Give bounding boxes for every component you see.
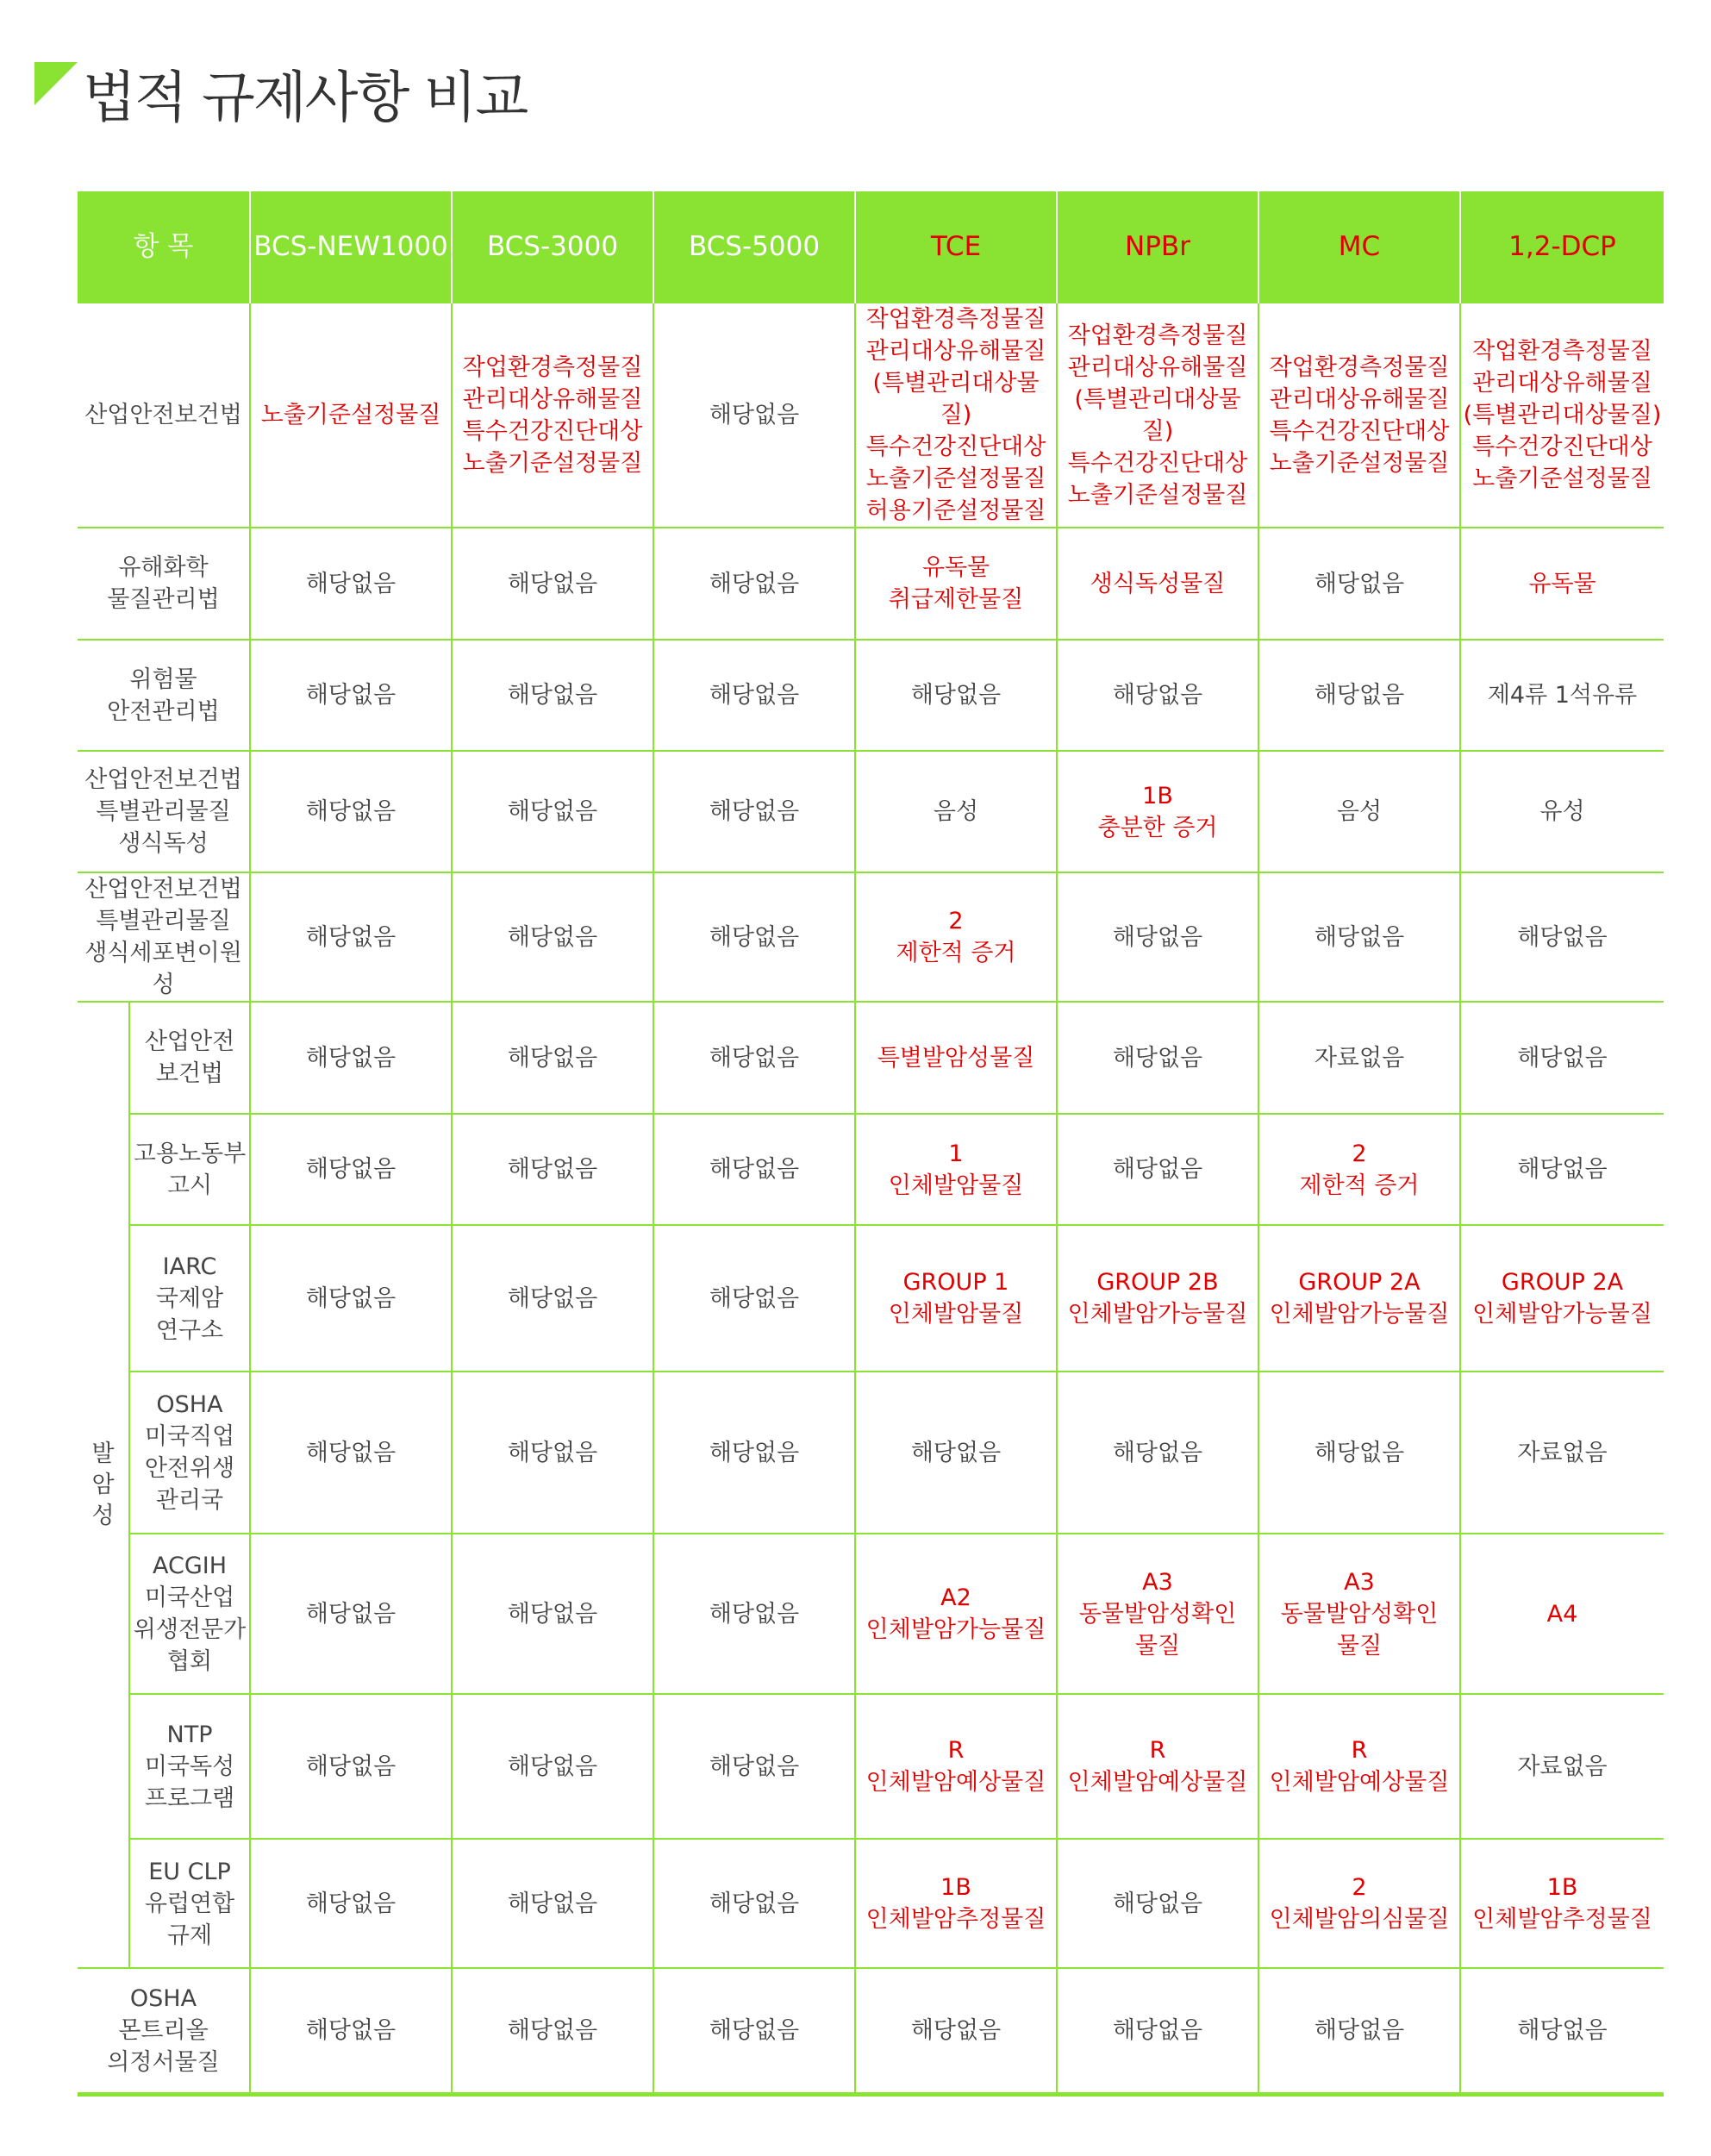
table-cell: A4: [1460, 1534, 1664, 1694]
header-bcs-5000: BCS-5000: [653, 191, 855, 303]
table-cell: 음성: [1258, 751, 1460, 872]
table-cell: GROUP 2B 인체발암가능물질: [1057, 1225, 1258, 1372]
table-row: [78, 1694, 1664, 1839]
table-cell: 해당없음: [1258, 872, 1460, 1002]
table-cell: 1B 충분한 증거: [1057, 751, 1258, 872]
row-label: 산업안전 보건법: [129, 1002, 250, 1114]
table-cell: 해당없음: [653, 872, 855, 1002]
table-cell: 해당없음: [653, 1968, 855, 2094]
table-cell: 해당없음: [250, 640, 452, 751]
table-row: [78, 1002, 1664, 1114]
table-cell: R 인체발암예상물질: [1258, 1694, 1460, 1839]
table-cell: 해당없음: [250, 1534, 452, 1694]
table-cell: 해당없음: [653, 303, 855, 528]
table-cell: 해당없음: [1057, 872, 1258, 1002]
table-cell: 해당없음: [1057, 640, 1258, 751]
table-cell: 2 인체발암의심물질: [1258, 1839, 1460, 1968]
table-row: [78, 1372, 1664, 1534]
header-bcs-3000: BCS-3000: [452, 191, 653, 303]
table-cell: 해당없음: [452, 1372, 653, 1534]
table-cell: 2 제한적 증거: [1258, 1114, 1460, 1225]
table-cell: 해당없음: [653, 528, 855, 640]
table-cell: A2 인체발암가능물질: [855, 1534, 1057, 1694]
table-cell: 해당없음: [452, 1002, 653, 1114]
table-cell: 해당없음: [855, 1372, 1057, 1534]
table-cell: 생식독성물질: [1057, 528, 1258, 640]
header-tce: TCE: [855, 191, 1057, 303]
table-cell: 해당없음: [1258, 1968, 1460, 2094]
table-cell: 해당없음: [452, 872, 653, 1002]
title-accent-triangle: [34, 62, 78, 105]
table-cell: 해당없음: [653, 1694, 855, 1839]
row-label: ACGIH 미국산업 위생전문가 협회: [129, 1534, 250, 1694]
table-cell: A3 동물발암성확인 물질: [1258, 1534, 1460, 1694]
table-cell: 해당없음: [855, 1968, 1057, 2094]
table-cell: 해당없음: [452, 1225, 653, 1372]
table-cell: 해당없음: [452, 1839, 653, 1968]
table-cell: 해당없음: [653, 751, 855, 872]
table-cell: 해당없음: [250, 751, 452, 872]
header-mc: MC: [1258, 191, 1460, 303]
table-cell: 2 제한적 증거: [855, 872, 1057, 1002]
table-cell: 해당없음: [1057, 1839, 1258, 1968]
carcinogenicity-group-label: 발 암 성: [78, 1002, 129, 1968]
table-cell: 해당없음: [653, 1002, 855, 1114]
table-cell: 자료없음: [1460, 1372, 1664, 1534]
header-item: 항 목: [78, 191, 250, 303]
table-cell: 해당없음: [1258, 1372, 1460, 1534]
table-cell: R 인체발암예상물질: [1057, 1694, 1258, 1839]
table-row: [78, 751, 1664, 872]
table-cell: 해당없음: [1057, 1002, 1258, 1114]
table-cell: 해당없음: [1258, 640, 1460, 751]
table-cell: 해당없음: [250, 1225, 452, 1372]
table-cell: 해당없음: [1057, 1968, 1258, 2094]
table-cell: 해당없음: [653, 1114, 855, 1225]
table-cell: GROUP 1 인체발암물질: [855, 1225, 1057, 1372]
table-cell: 해당없음: [250, 1114, 452, 1225]
header-row: [78, 191, 1664, 303]
table-row: [78, 1534, 1664, 1694]
table-row: [78, 1968, 1664, 2094]
header-12dcp: 1,2-DCP: [1460, 191, 1664, 303]
table-row: [78, 872, 1664, 1002]
table-cell: 자료없음: [1460, 1694, 1664, 1839]
table-cell: R 인체발암예상물질: [855, 1694, 1057, 1839]
table-cell: 작업환경측정물질 관리대상유해물질 (특별관리대상물질) 특수건강진단대상 노출기준설정물질 허용기준설정물질: [855, 303, 1057, 528]
table-cell: 해당없음: [653, 1225, 855, 1372]
table-cell: 해당없음: [1460, 1114, 1664, 1225]
table-cell: 해당없음: [250, 872, 452, 1002]
table-cell: 해당없음: [653, 640, 855, 751]
row-label: OSHA 미국직업 안전위생 관리국: [129, 1372, 250, 1534]
table-cell: 유성: [1460, 751, 1664, 872]
table-cell: 유독물: [1460, 528, 1664, 640]
row-label: 산업안전보건법 특별관리물질 생식세포변이원성: [78, 872, 250, 1002]
table-cell: 해당없음: [250, 1372, 452, 1534]
table-cell: 작업환경측정물질 관리대상유해물질 (특별관리대상물질) 특수건강진단대상 노출기준설정물질: [1057, 303, 1258, 528]
table-cell: 해당없음: [452, 1968, 653, 2094]
table-cell: 유독물 취급제한물질: [855, 528, 1057, 640]
table-cell: 해당없음: [1057, 1114, 1258, 1225]
row-label: IARC 국제암 연구소: [129, 1225, 250, 1372]
table-row: [78, 303, 1664, 528]
table-cell: GROUP 2A 인체발암가능물질: [1258, 1225, 1460, 1372]
header-bcs-new1000: BCS-NEW1000: [250, 191, 452, 303]
table-cell: 1B 인체발암추정물질: [1460, 1839, 1664, 1968]
table-cell: 1B 인체발암추정물질: [855, 1839, 1057, 1968]
table-cell: 노출기준설정물질: [250, 303, 452, 528]
table-cell: 해당없음: [653, 1839, 855, 1968]
table-cell: 해당없음: [452, 1694, 653, 1839]
row-label: 산업안전보건법 특별관리물질 생식독성: [78, 751, 250, 872]
table-cell: 해당없음: [452, 640, 653, 751]
table-row: [78, 528, 1664, 640]
page-title: 법적 규제사항 비교: [83, 66, 528, 130]
table-cell: 해당없음: [855, 640, 1057, 751]
table-cell: 작업환경측정물질 관리대상유해물질 특수건강진단대상 노출기준설정물질: [1258, 303, 1460, 528]
row-label: 위험물 안전관리법: [78, 640, 250, 751]
table-cell: 작업환경측정물질 관리대상유해물질 (특별관리대상물질) 특수건강진단대상 노출기준설정물질: [1460, 303, 1664, 528]
table-cell: 해당없음: [250, 528, 452, 640]
table-cell: 해당없음: [653, 1372, 855, 1534]
row-label: 고용노동부 고시: [129, 1114, 250, 1225]
table-cell: A3 동물발암성확인 물질: [1057, 1534, 1258, 1694]
table-cell: 해당없음: [452, 1534, 653, 1694]
row-label: 유해화학 물질관리법: [78, 528, 250, 640]
table-cell: 해당없음: [250, 1694, 452, 1839]
table-row: [78, 640, 1664, 751]
regulation-comparison-table: [78, 191, 1664, 2097]
table-cell: 해당없음: [452, 751, 653, 872]
table-row: [78, 1839, 1664, 1968]
table-cell: 특별발암성물질: [855, 1002, 1057, 1114]
row-label: 산업안전보건법: [78, 303, 250, 528]
table-cell: 1 인체발암물질: [855, 1114, 1057, 1225]
table-row: [78, 1114, 1664, 1225]
table-cell: 해당없음: [1258, 528, 1460, 640]
table-cell: GROUP 2A 인체발암가능물질: [1460, 1225, 1664, 1372]
table-cell: 해당없음: [1460, 872, 1664, 1002]
table-cell: 자료없음: [1258, 1002, 1460, 1114]
table-cell: 음성: [855, 751, 1057, 872]
table-cell: 제4류 1석유류: [1460, 640, 1664, 751]
header-npbr: NPBr: [1057, 191, 1258, 303]
table-cell: 해당없음: [250, 1002, 452, 1114]
table-row: [78, 1225, 1664, 1372]
table-cell: 해당없음: [452, 1114, 653, 1225]
table-cell: 해당없음: [1460, 1968, 1664, 2094]
table-cell: 해당없음: [452, 528, 653, 640]
row-label: NTP 미국독성 프로그램: [129, 1694, 250, 1839]
table-cell: 해당없음: [250, 1839, 452, 1968]
table-cell: 해당없음: [1057, 1372, 1258, 1534]
row-label: OSHA 몬트리올 의정서물질: [78, 1968, 250, 2094]
table-cell: 해당없음: [1460, 1002, 1664, 1114]
table-cell: 작업환경측정물질 관리대상유해물질 특수건강진단대상 노출기준설정물질: [452, 303, 653, 528]
table-cell: 해당없음: [653, 1534, 855, 1694]
table-cell: 해당없음: [250, 1968, 452, 2094]
row-label: EU CLP 유럽연합 규제: [129, 1839, 250, 1968]
